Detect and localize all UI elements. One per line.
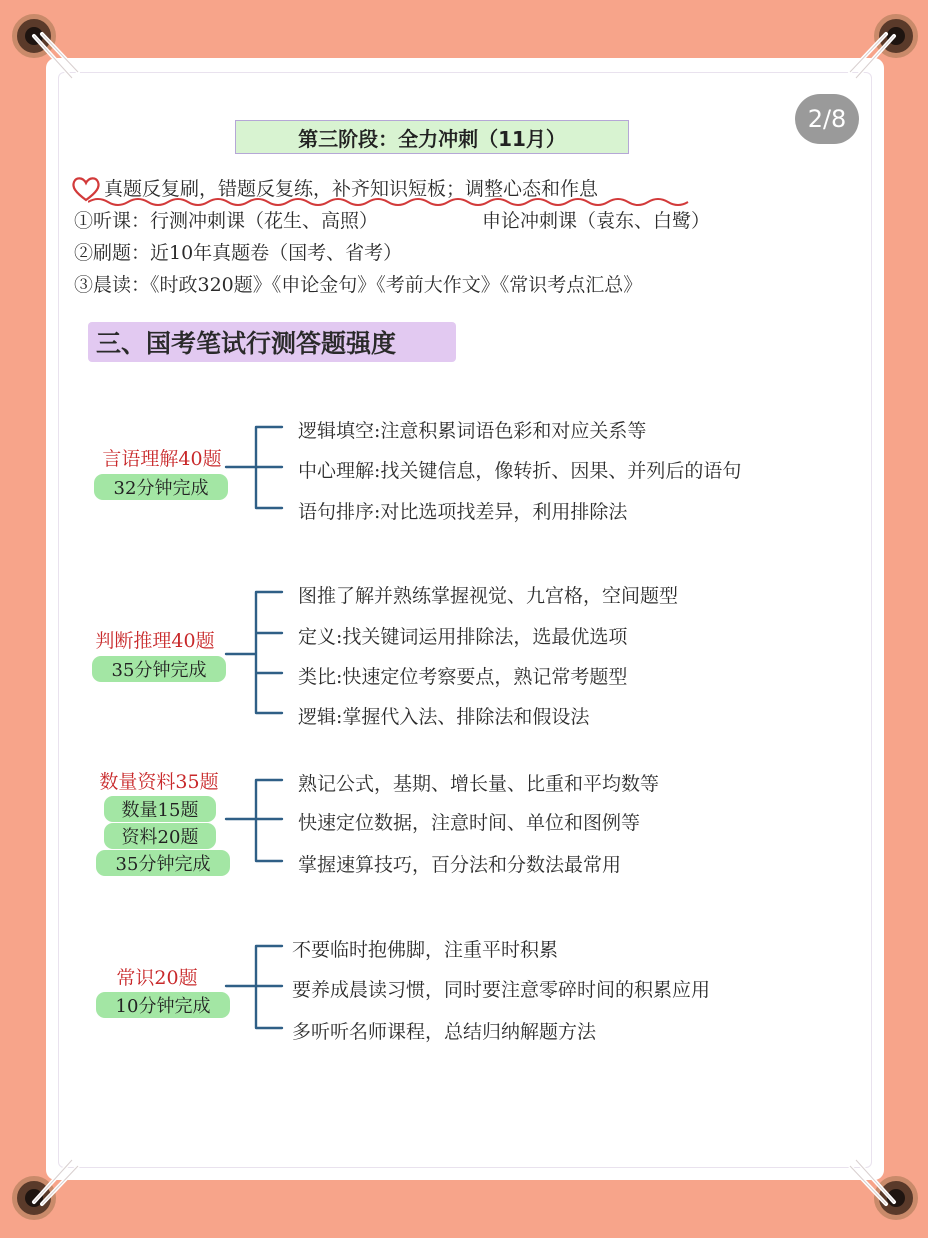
list-item: 图推了解并熟练掌握视觉、九宫格，空间题型 [298,585,679,607]
time-badge: 32分钟完成 [94,474,228,500]
bracket-connector [226,427,282,508]
time-badge: 35分钟完成 [96,850,230,876]
reading-line: ③晨读：《时政320题》《申论金句》《考前大作文》《常识考点汇总》 [74,274,643,296]
category-title: 常识20题 [116,967,198,989]
list-item: 快速定位数据，注意时间、单位和图例等 [298,812,641,834]
practice-line: ②刷题：近10年真题卷（国考、省考） [74,242,403,264]
stage-summary: 真题反复刷，错题反复练，补齐知识短板；调整心态和作息 [104,178,599,200]
time-badge: 35分钟完成 [92,656,226,682]
bracket-connector [226,780,282,861]
list-item: 熟记公式，基期、增长量、比重和平均数等 [298,773,660,795]
stage-title: 第三阶段：全力冲刺（11月） [235,120,629,154]
list-item: 语句排序:对比选项找差异，利用排除法 [298,501,628,523]
category-title: 判断推理40题 [95,630,215,652]
list-item: 逻辑填空:注意积累词语色彩和对应关系等 [298,420,647,442]
quantity-badge: 数量15题 [104,796,216,822]
time-badge: 10分钟完成 [96,992,230,1018]
page-indicator: 2/8 [795,94,859,144]
list-item: 不要临时抱佛脚，注重平时积累 [292,939,559,961]
list-item: 掌握速算技巧，百分法和分数法最常用 [298,854,622,876]
category-title: 言语理解40题 [102,448,222,470]
list-item: 多听听名师课程，总结归纳解题方法 [292,1021,597,1043]
list-item: 类比:快速定位考察要点，熟记常考题型 [298,666,628,688]
list-item: 定义:找关键词运用排除法，选最优选项 [298,626,628,648]
data-badge: 资料20题 [104,823,216,849]
bracket-connector [226,946,282,1028]
listen-extra: 申论冲刺课（袁东、白鹭） [482,210,711,232]
bracket-connector [226,592,282,713]
list-item: 逻辑:掌握代入法、排除法和假设法 [298,706,590,728]
category-title: 数量资料35题 [99,771,219,793]
list-item: 中心理解:找关键信息，像转折、因果、并列后的语句 [298,460,742,482]
section-title-text: 三、国考笔试行测答题强度 [96,329,397,358]
listen-line: ①听课：行测冲刺课（花生、高照） [74,210,379,232]
list-item: 要养成晨读习惯，同时要注意零碎时间的积累应用 [292,979,711,1001]
